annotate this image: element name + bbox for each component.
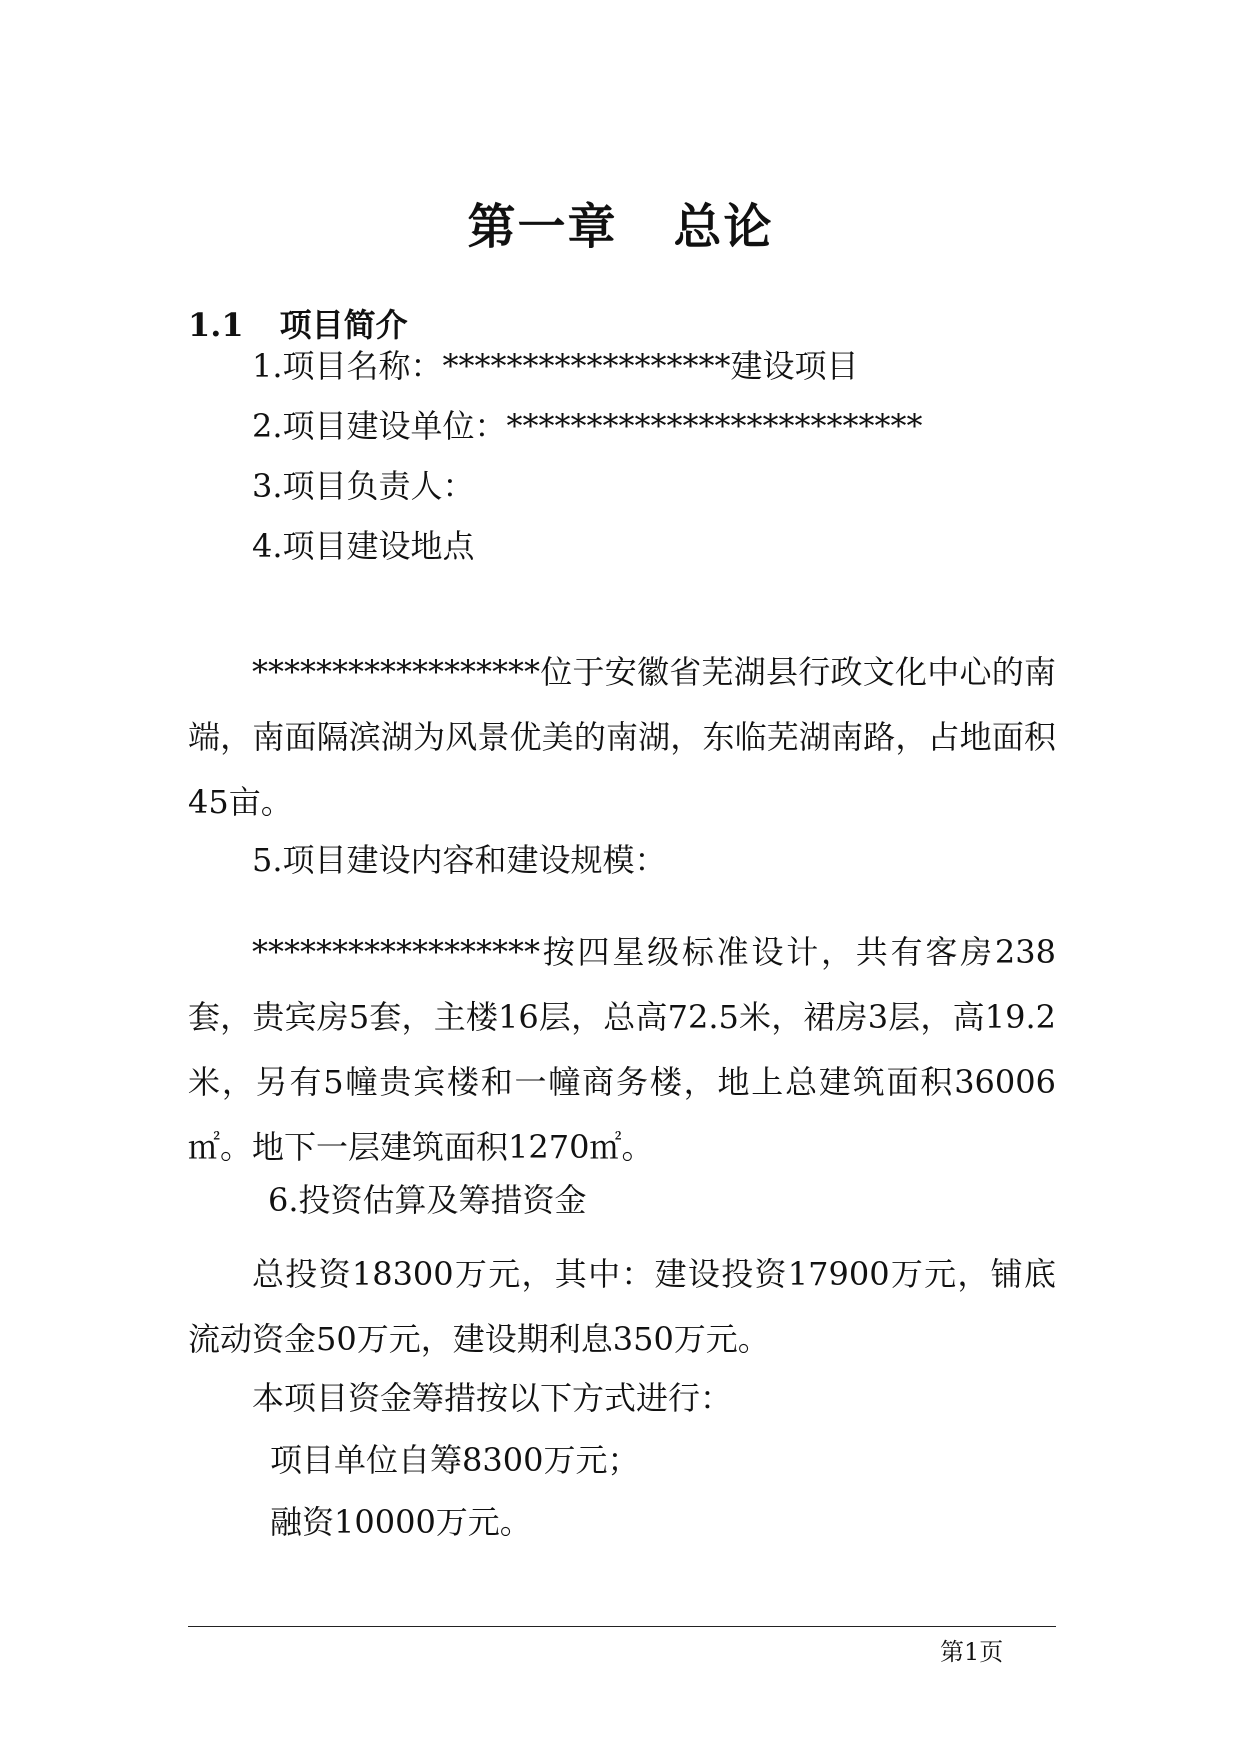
item-project-leader: 3.项目负责人：	[252, 467, 475, 505]
item-construction-unit: 2.项目建设单位：**************************	[252, 407, 923, 445]
item-project-name: 1.项目名称：******************建设项目	[252, 347, 859, 385]
section-number: 1.1	[188, 306, 244, 344]
funding-intro: 本项目资金筹措按以下方式进行：	[252, 1379, 733, 1417]
funding-self: 项目单位自筹8300万元；	[270, 1441, 640, 1479]
funding-loan: 融资10000万元。	[270, 1503, 532, 1541]
investment-paragraph: 总投资18300万元，其中：建设投资17900万元，铺底流动资金50万元，建设期利息350万元。	[188, 1255, 1056, 1358]
chapter-title	[0, 188, 1241, 257]
section-heading	[188, 300, 408, 346]
chapter-name: 总论	[673, 199, 774, 255]
page-number: 第1页	[940, 1638, 1004, 1666]
location-paragraph: ******************位于安徽省芜湖县行政文化中心的南端，南面隔滨湖为风景优美的南湖，东临芜湖南路，占地面积45亩。	[188, 653, 1056, 821]
chapter-number: 第一章	[467, 199, 618, 255]
section-title: 项目简介	[279, 306, 408, 344]
footer-rule	[188, 1626, 1056, 1627]
content-paragraph: ******************按四星级标准设计，共有客房238套，贵宾房5套，主楼16层，总高72.5米，裙房3层，高19.2米，另有5幢贵宾楼和一幢商务楼，地上总建筑面积36006㎡。地下一层建筑面积1270㎡。	[188, 933, 1056, 1166]
item-content-heading: 5.项目建设内容和建设规模：	[252, 841, 667, 879]
item-investment-heading: 6.投资估算及筹措资金	[268, 1181, 587, 1219]
item-location-heading: 4.项目建设地点	[252, 527, 475, 565]
